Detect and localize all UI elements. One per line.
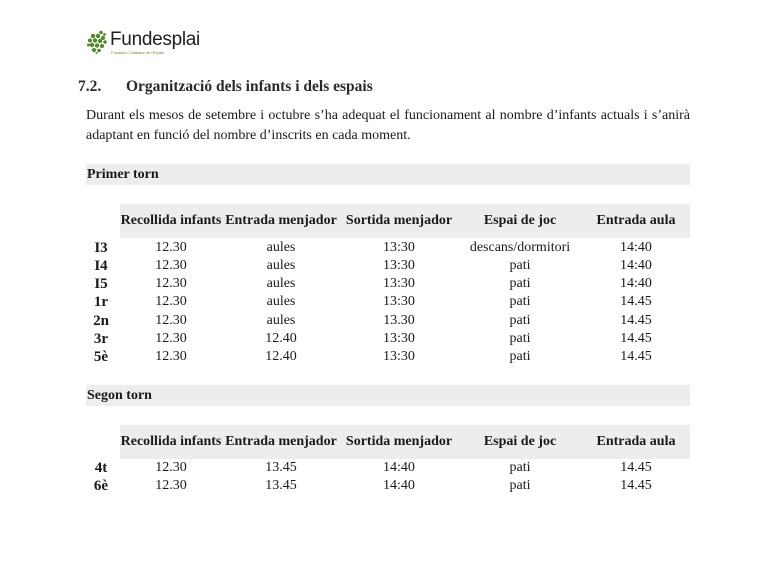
table-cell: 14.45 bbox=[620, 460, 652, 475]
table-cell: aules bbox=[266, 276, 296, 291]
table-cell: 13.45 bbox=[265, 460, 297, 475]
table-row bbox=[86, 348, 690, 366]
table-cell: pati bbox=[509, 276, 531, 291]
logo-name: Fundesplai bbox=[110, 29, 200, 50]
row-label: I4 bbox=[94, 258, 108, 274]
table-row bbox=[86, 459, 690, 477]
table-cell: 12.40 bbox=[265, 331, 297, 346]
intro-paragraph: Durant els mesos de setembre i octubre s’ha adequat el funcionament al nombre d’infants actuals i s’anirà adaptant en funció del nombre d’inscrits en cada moment. bbox=[86, 108, 690, 143]
table-cell: 14.45 bbox=[620, 294, 652, 309]
row-label: 4t bbox=[94, 460, 108, 476]
table-cell: pati bbox=[509, 349, 531, 364]
col-header-sortida-menjador: Sortida menjador bbox=[345, 434, 453, 449]
table-cell: 12.30 bbox=[155, 294, 187, 309]
table-cell: descans/dormitori bbox=[469, 240, 571, 255]
row-label: 3r bbox=[93, 331, 109, 347]
table-cell: 12.30 bbox=[155, 478, 187, 493]
table-cell: 12.30 bbox=[155, 349, 187, 364]
row-label: 1r bbox=[93, 294, 109, 310]
fundesplai-logo bbox=[86, 30, 200, 55]
col-header-entrada-menjador: Entrada menjador bbox=[225, 213, 337, 228]
table-cell: aules bbox=[266, 313, 296, 328]
table-row bbox=[86, 275, 690, 293]
table-cell: 12.40 bbox=[265, 349, 297, 364]
table-cell: 12.30 bbox=[155, 313, 187, 328]
table-cell: 12.30 bbox=[155, 276, 187, 291]
table-cell: 14:40 bbox=[383, 478, 415, 493]
col-header-sortida-menjador: Sortida menjador bbox=[345, 213, 453, 228]
table-cell: 13:30 bbox=[383, 294, 415, 309]
table-cell: 13:30 bbox=[383, 240, 415, 255]
row-label: 2n bbox=[93, 313, 109, 329]
table-cell: 14.45 bbox=[620, 313, 652, 328]
table-row bbox=[86, 477, 690, 495]
row-label: 5è bbox=[93, 349, 109, 365]
section-heading bbox=[78, 78, 373, 96]
table-cell: 14:40 bbox=[620, 276, 652, 291]
table-cell: aules bbox=[266, 258, 296, 273]
table-cell: 13.45 bbox=[265, 478, 297, 493]
table-cell: 12.30 bbox=[155, 331, 187, 346]
table-cell: pati bbox=[509, 258, 531, 273]
grape-cluster-icon bbox=[86, 30, 108, 54]
table-cell: 13.30 bbox=[383, 313, 415, 328]
row-label: 6è bbox=[93, 478, 109, 494]
table-cell: 14:40 bbox=[383, 460, 415, 475]
col-header-espai-joc: Espai de joc bbox=[483, 434, 557, 449]
col-header-espai-joc: Espai de joc bbox=[483, 213, 557, 228]
col-header-entrada-menjador: Entrada menjador bbox=[225, 434, 337, 449]
table-cell: pati bbox=[509, 478, 531, 493]
table-cell: aules bbox=[266, 240, 296, 255]
col-header-entrada-aula: Entrada aula bbox=[596, 434, 676, 449]
table-cell: 14:40 bbox=[620, 258, 652, 273]
row-label: I5 bbox=[94, 276, 108, 292]
col-header-recollida: Recollida infants bbox=[120, 434, 222, 449]
table-cell: 12.30 bbox=[155, 258, 187, 273]
table-cell: 13:30 bbox=[383, 276, 415, 291]
table-row bbox=[86, 312, 690, 330]
table-cell: aules bbox=[266, 294, 296, 309]
table-cell: 14.45 bbox=[620, 331, 652, 346]
col-header-recollida: Recollida infants bbox=[120, 213, 222, 228]
segon-torn-title: Segon torn bbox=[86, 385, 690, 406]
primer-torn-title: Primer torn bbox=[86, 164, 690, 185]
table-cell: pati bbox=[509, 331, 531, 346]
table-cell: 12.30 bbox=[155, 240, 187, 255]
col-header-entrada-aula: Entrada aula bbox=[596, 213, 676, 228]
row-label: I3 bbox=[94, 240, 108, 256]
table-row bbox=[86, 239, 690, 257]
table-cell: 14:40 bbox=[620, 240, 652, 255]
table-cell: 13:30 bbox=[383, 258, 415, 273]
table-cell: 13:30 bbox=[383, 349, 415, 364]
section-title: Organització dels infants i dels espais bbox=[126, 78, 373, 95]
table-cell: 14.45 bbox=[620, 349, 652, 364]
table-cell: pati bbox=[509, 294, 531, 309]
table-cell: 12.30 bbox=[155, 460, 187, 475]
table-cell: 13:30 bbox=[383, 331, 415, 346]
table-cell: 14.45 bbox=[620, 478, 652, 493]
table-cell: pati bbox=[509, 460, 531, 475]
table-row bbox=[86, 257, 690, 275]
table-cell: pati bbox=[509, 313, 531, 328]
logo-tagline: Fundació Catalana de l'Esplai bbox=[111, 50, 164, 55]
table-row bbox=[86, 330, 690, 348]
table-row bbox=[86, 293, 690, 311]
section-number: 7.2. bbox=[78, 78, 102, 95]
